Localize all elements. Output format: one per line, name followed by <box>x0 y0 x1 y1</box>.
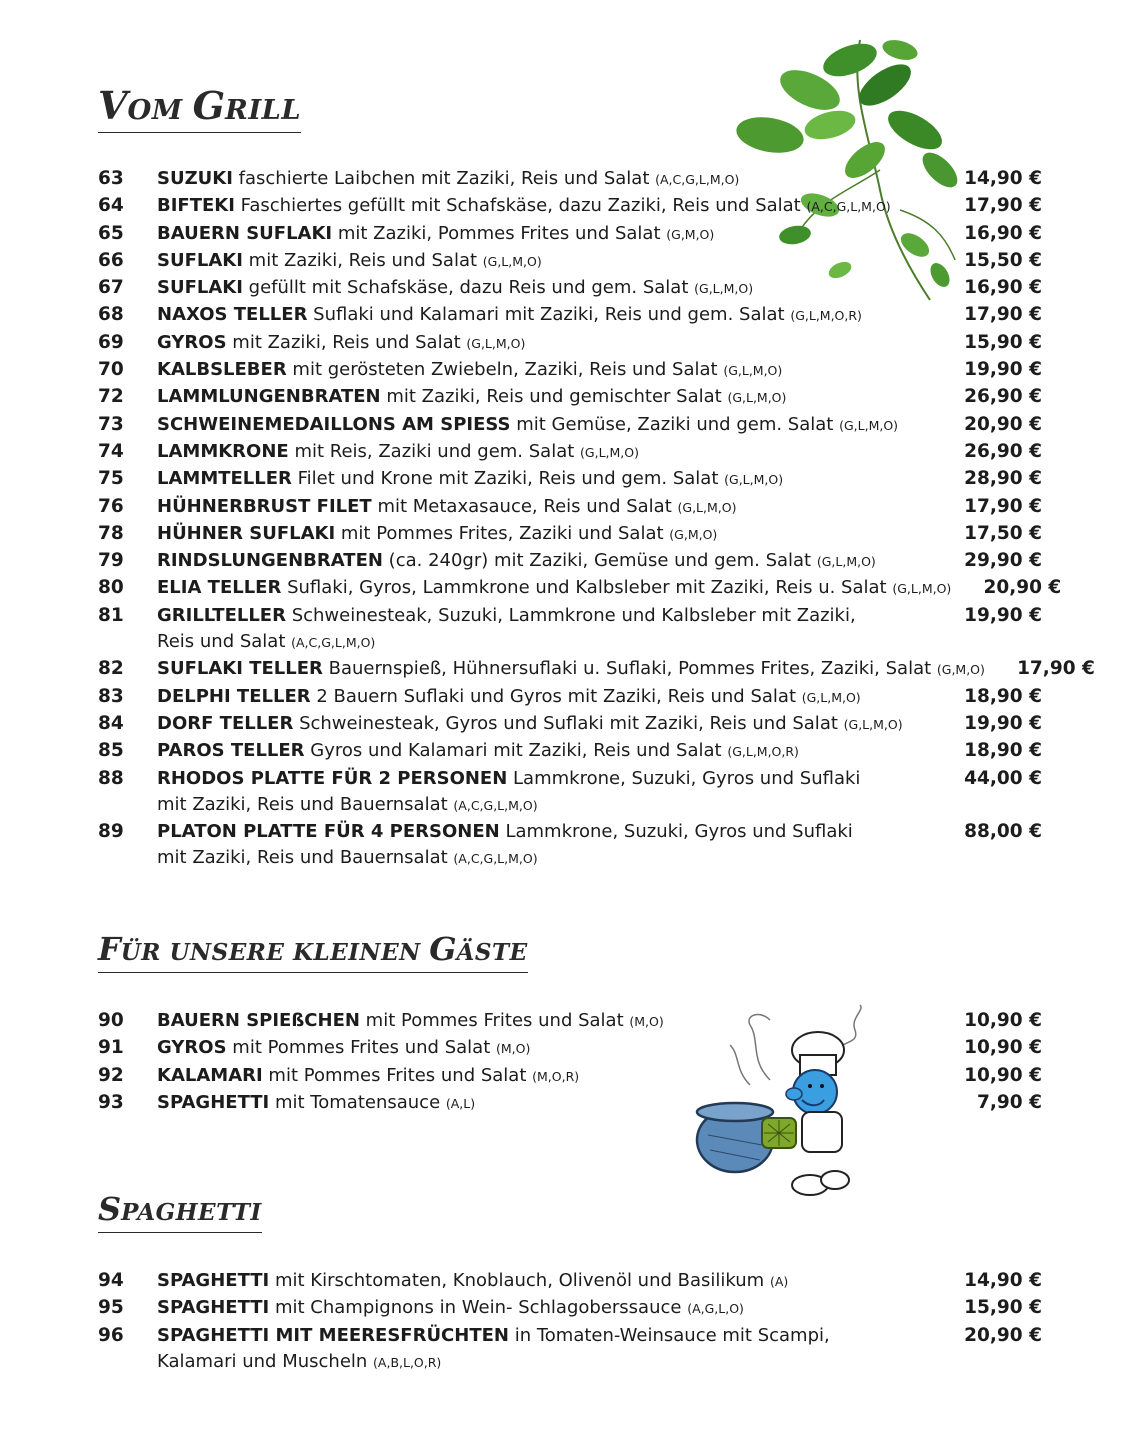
item-allergens: (M,O) <box>629 1014 664 1029</box>
item-line <box>157 275 932 302</box>
item-description: Lammkrone, Suzuki, Gyros und Suflaki <box>513 767 861 789</box>
menu-item <box>98 1008 1042 1035</box>
item-allergens: (G,L,M,O) <box>892 581 952 597</box>
menu-item <box>98 439 1042 466</box>
item-description: mit Pommes Frites und Salat <box>232 1037 491 1059</box>
item-line <box>157 439 932 466</box>
item-line <box>157 1323 932 1349</box>
item-line <box>157 384 932 411</box>
item-allergens: (A,C,G,L,M,O) <box>453 851 538 867</box>
item-number: 88 <box>98 767 124 789</box>
title-part: S <box>98 1190 122 1228</box>
item-line <box>157 466 932 493</box>
item-allergens: (M,O) <box>495 1041 531 1057</box>
item-name: LAMMLUNGENBRATEN <box>157 386 381 408</box>
item-body <box>157 711 932 738</box>
item-line <box>157 193 932 220</box>
item-price: 10,90 € <box>964 1064 1042 1086</box>
item-number: 63 <box>98 168 124 189</box>
item-number: 66 <box>98 249 124 271</box>
item-allergens: (G,L,M,O,R) <box>790 308 862 324</box>
item-allergens: (G,M,O) <box>669 526 718 542</box>
item-description: Lammkrone, Suzuki, Gyros und Suflaki <box>505 821 853 843</box>
item-price: 20,90 € <box>964 413 1042 435</box>
item-price: 15,50 € <box>964 249 1042 271</box>
item-line <box>157 711 932 738</box>
item-allergens: (G,L,M,O) <box>724 472 784 488</box>
item-line <box>157 656 985 683</box>
item-description: mit Kirschtomaten, Knoblauch, Olivenöl und Basilikum <box>274 1270 765 1291</box>
title-part: RILL <box>225 94 302 126</box>
item-body <box>157 302 932 329</box>
item-name: DORF TELLER <box>157 712 294 734</box>
item-name: SCHWEINEMEDAILLONS AM SPIESS <box>157 413 511 435</box>
item-number: 84 <box>98 712 124 734</box>
item-price: 17,90 € <box>964 195 1042 217</box>
title-part: G <box>192 83 226 128</box>
item-body <box>157 603 932 657</box>
item-price: 88,00 € <box>964 821 1042 843</box>
item-body <box>157 548 932 575</box>
item-body <box>157 221 932 248</box>
menu-item <box>98 819 1042 873</box>
item-name: RINDSLUNGENBRATEN <box>157 550 383 572</box>
item-price: 17,90 € <box>964 495 1042 517</box>
item-description: Suflaki, Gyros, Lammkrone und Kalbsleber mit Zaziki, Reis u. Salat <box>287 577 887 599</box>
item-number: 80 <box>98 577 124 599</box>
menu-list-vom-grill <box>98 166 1095 873</box>
item-body <box>157 738 932 765</box>
item-body <box>157 766 932 820</box>
item-name: SUFLAKI <box>157 249 243 271</box>
item-name: LAMMTELLER <box>157 468 292 490</box>
item-allergens: (G,L,M,O) <box>727 390 787 406</box>
item-number: 78 <box>98 522 124 544</box>
menu-item <box>98 412 1042 439</box>
title-part: ÜR UNSERE KLEINEN <box>120 939 430 966</box>
item-description: mit gerösteten Zwiebeln, Zaziki, Reis und Salat <box>292 359 718 381</box>
item-description: Bauernspieß, Hühnersuflaki u. Suflaki, Pommes Frites, Zaziki, Salat <box>328 658 932 680</box>
menu-item <box>98 357 1042 384</box>
item-body <box>157 656 985 683</box>
item-number: 65 <box>98 222 124 244</box>
item-name: KALAMARI <box>157 1064 263 1086</box>
item-description-cont: Reis und Salat <box>157 631 286 653</box>
item-line <box>157 684 932 711</box>
item-allergens: (G,L,M,O) <box>694 281 754 297</box>
item-body <box>157 1323 932 1377</box>
item-name: LAMMKRONE <box>157 440 289 462</box>
item-price: 28,90 € <box>964 468 1042 490</box>
menu-item <box>98 684 1042 711</box>
item-price: 15,90 € <box>964 1297 1042 1319</box>
item-description: mit Zaziki, Pommes Frites und Salat <box>337 222 661 244</box>
item-price: 17,50 € <box>964 522 1042 544</box>
item-allergens: (A,G,L,O) <box>687 1301 744 1317</box>
item-line <box>157 603 932 629</box>
item-allergens: (A,C,G,L,M,O) <box>655 172 740 187</box>
item-allergens: (A) <box>769 1274 789 1289</box>
item-allergens: (G,L,M,O,R) <box>727 744 799 760</box>
item-number: 96 <box>98 1324 124 1346</box>
item-description: mit Zaziki, Reis und Salat <box>248 249 478 271</box>
item-body <box>157 275 932 302</box>
item-line <box>157 302 932 329</box>
item-line <box>157 575 951 602</box>
item-line <box>157 1295 932 1322</box>
item-line <box>157 1349 932 1376</box>
menu-item <box>98 521 1042 548</box>
title-part: F <box>98 930 121 968</box>
item-line <box>157 548 932 575</box>
item-allergens: (G,L,M,O) <box>580 444 639 460</box>
item-line <box>157 330 932 357</box>
title-part: OM <box>127 94 193 126</box>
item-number: 93 <box>98 1091 124 1113</box>
menu-item <box>98 166 1042 193</box>
title-part: ÄSTE <box>456 939 528 966</box>
item-line <box>157 629 932 656</box>
item-allergens: (G,L,M,O) <box>843 716 903 732</box>
item-description: mit Reis, Zaziki und gem. Salat <box>294 440 575 462</box>
item-body <box>157 248 932 275</box>
item-description: mit Pommes Frites, Zaziki und Salat <box>340 522 664 544</box>
title-part: PAGHETTI <box>121 1199 262 1226</box>
item-number: 73 <box>98 413 124 435</box>
item-allergens: (A,C,G,L,M,O) <box>806 199 891 215</box>
smurf-chef-icon <box>690 1000 870 1205</box>
item-description: gefüllt mit Schafskäse, dazu Reis und gem. Salat <box>248 277 689 299</box>
item-price: 20,90 € <box>964 1324 1042 1346</box>
item-line <box>157 792 932 819</box>
item-name: SUZUKI <box>157 168 233 189</box>
menu-item <box>98 1295 1042 1322</box>
item-body <box>157 439 932 466</box>
item-name: BAUERN SPIEßCHEN <box>157 1010 360 1031</box>
item-price: 17,90 € <box>964 304 1042 326</box>
item-price: 19,90 € <box>964 604 1042 626</box>
menu-item <box>98 603 1042 657</box>
section-title-kinder <box>98 930 528 973</box>
item-price: 10,90 € <box>964 1010 1042 1031</box>
item-body <box>157 1295 932 1322</box>
menu-item <box>98 548 1042 575</box>
item-number: 79 <box>98 550 124 572</box>
item-body <box>157 193 932 220</box>
item-allergens: (G,M,O) <box>936 662 985 678</box>
item-price: 14,90 € <box>964 168 1042 189</box>
menu-item <box>98 1323 1042 1377</box>
item-description: Faschiertes gefüllt mit Schafskäse, dazu Zaziki, Reis und Salat <box>240 195 801 217</box>
item-description: mit Zaziki, Reis und gemischter Salat <box>386 386 722 408</box>
item-number: 69 <box>98 331 124 353</box>
item-description: mit Zaziki, Reis und Salat <box>232 331 461 353</box>
item-line <box>157 738 932 765</box>
item-description: mit Champignons in Wein- Schlagoberssauce <box>274 1297 682 1319</box>
item-number: 89 <box>98 821 124 843</box>
item-price: 15,90 € <box>964 331 1042 353</box>
item-name: SUFLAKI <box>157 277 243 299</box>
menu-item <box>98 656 1095 683</box>
item-name: PAROS TELLER <box>157 740 305 762</box>
item-allergens: (M,O,R) <box>532 1068 580 1084</box>
item-name: GRILLTELLER <box>157 604 286 626</box>
item-line <box>157 412 932 439</box>
item-price: 44,00 € <box>964 767 1042 789</box>
item-body <box>157 166 932 193</box>
section-title-spaghetti <box>98 1190 262 1233</box>
item-number: 74 <box>98 440 124 462</box>
item-name: SPAGHETTI <box>157 1270 270 1291</box>
item-description: Schweinesteak, Gyros und Suflaki mit Zaziki, Reis und Salat <box>299 712 838 734</box>
item-body <box>157 819 932 873</box>
item-description: 2 Bauern Suflaki und Gyros mit Zaziki, Reis und Salat <box>316 685 796 707</box>
item-name: GYROS <box>157 1037 227 1059</box>
menu-item <box>98 1063 1042 1090</box>
item-body <box>157 384 932 411</box>
item-name: GYROS <box>157 331 227 353</box>
menu-item <box>98 330 1042 357</box>
item-line <box>157 1268 932 1295</box>
menu-item <box>98 738 1042 765</box>
menu-item <box>98 248 1042 275</box>
item-number: 85 <box>98 740 124 762</box>
item-name: SPAGHETTI <box>157 1091 270 1113</box>
item-allergens: (G,L,M,O) <box>677 499 737 515</box>
item-description: Filet und Krone mit Zaziki, Reis und gem. Salat <box>297 468 719 490</box>
item-description: mit Metaxasauce, Reis und Salat <box>377 495 672 517</box>
item-body <box>157 521 932 548</box>
item-line <box>157 166 932 193</box>
item-number: 68 <box>98 304 124 326</box>
item-body <box>157 412 932 439</box>
item-allergens: (G,L,M,O) <box>723 363 783 379</box>
section-title-vom-grill <box>98 83 301 133</box>
item-number: 64 <box>98 195 124 217</box>
item-price: 29,90 € <box>964 550 1042 572</box>
item-description-cont: mit Zaziki, Reis und Bauernsalat <box>157 793 448 815</box>
item-number: 83 <box>98 685 124 707</box>
menu-item <box>98 302 1042 329</box>
item-name: RHODOS PLATTE FÜR 2 PERSONEN <box>157 767 508 789</box>
item-allergens: (G,L,M,O) <box>466 335 526 351</box>
item-number: 91 <box>98 1037 124 1059</box>
item-price: 20,90 € <box>983 577 1062 599</box>
item-allergens: (G,L,M,O) <box>839 417 899 433</box>
item-number: 72 <box>98 386 124 408</box>
title-part: G <box>429 930 457 968</box>
item-number: 92 <box>98 1064 124 1086</box>
item-line <box>157 819 932 845</box>
item-allergens: (G,L,M,O) <box>482 253 542 269</box>
menu-list-spaghetti <box>98 1268 1042 1376</box>
item-allergens: (A,L) <box>445 1095 476 1111</box>
item-description: mit Tomatensauce <box>274 1091 441 1113</box>
item-body <box>157 330 932 357</box>
title-part: V <box>98 83 128 128</box>
item-description: mit Gemüse, Zaziki und gem. Salat <box>516 413 834 435</box>
item-allergens: (A,C,G,L,M,O) <box>291 635 376 651</box>
item-price: 14,90 € <box>964 1270 1042 1291</box>
item-name: KALBSLEBER <box>157 359 287 381</box>
item-name: SUFLAKI TELLER <box>157 658 323 680</box>
item-name: BIFTEKI <box>157 195 235 217</box>
item-number: 94 <box>98 1270 124 1291</box>
item-price: 26,90 € <box>964 386 1042 408</box>
item-allergens: (A,C,G,L,M,O) <box>453 797 538 813</box>
item-number: 75 <box>98 468 124 490</box>
item-number: 82 <box>98 658 124 680</box>
item-price: 10,90 € <box>964 1037 1042 1059</box>
item-description: mit Pommes Frites und Salat <box>365 1010 624 1031</box>
item-number: 70 <box>98 359 124 381</box>
item-name: PLATON PLATTE FÜR 4 PERSONEN <box>157 821 500 843</box>
item-name: HÜHNERBRUST FILET <box>157 495 372 517</box>
item-number: 76 <box>98 495 124 517</box>
item-description: mit Pommes Frites und Salat <box>268 1064 527 1086</box>
item-number: 67 <box>98 277 124 299</box>
menu-item <box>98 275 1042 302</box>
item-allergens: (G,L,M,O) <box>816 554 876 570</box>
item-line <box>157 521 932 548</box>
item-line <box>157 766 932 792</box>
item-number: 90 <box>98 1010 124 1031</box>
item-name: HÜHNER SUFLAKI <box>157 522 336 544</box>
menu-item <box>98 221 1042 248</box>
menu-list-kinder <box>98 1008 1042 1117</box>
item-description: Gyros und Kalamari mit Zaziki, Reis und Salat <box>310 740 722 762</box>
item-description: Suflaki und Kalamari mit Zaziki, Reis und gem. Salat <box>313 304 785 326</box>
item-allergens: (G,M,O) <box>666 226 715 242</box>
menu-item <box>98 494 1042 521</box>
item-allergens: (A,B,L,O,R) <box>373 1354 442 1370</box>
item-body <box>157 1268 932 1295</box>
menu-item <box>98 711 1042 738</box>
item-line <box>157 494 932 521</box>
item-body <box>157 357 932 384</box>
item-price: 17,90 € <box>1017 658 1095 680</box>
item-body <box>157 684 932 711</box>
item-name: SPAGHETTI <box>157 1297 270 1319</box>
menu-item <box>98 466 1042 493</box>
item-number: 81 <box>98 604 124 626</box>
item-body <box>157 575 951 602</box>
menu-item <box>98 384 1042 411</box>
item-name: NAXOS TELLER <box>157 304 308 326</box>
menu-item <box>98 193 1042 220</box>
item-price: 18,90 € <box>964 740 1042 762</box>
menu-item <box>98 1090 1042 1117</box>
menu-item <box>98 766 1042 820</box>
item-price: 16,90 € <box>964 277 1042 299</box>
item-description-cont: mit Zaziki, Reis und Bauernsalat <box>157 847 448 869</box>
item-price: 16,90 € <box>964 222 1042 244</box>
item-name: BAUERN SUFLAKI <box>157 222 333 244</box>
item-allergens: (G,L,M,O) <box>801 689 861 705</box>
menu-item <box>98 1268 1042 1295</box>
item-description: (ca. 240gr) mit Zaziki, Gemüse und gem. Salat <box>388 550 812 572</box>
item-description: in Tomaten-Weinsauce mit Scampi, <box>514 1324 830 1346</box>
item-name: ELIA TELLER <box>157 577 282 599</box>
item-name: DELPHI TELLER <box>157 685 311 707</box>
item-body <box>157 466 932 493</box>
menu-item <box>98 575 1062 602</box>
item-line <box>157 357 932 384</box>
item-description-cont: Kalamari und Muscheln <box>157 1350 368 1372</box>
item-description: faschierte Laibchen mit Zaziki, Reis und Salat <box>238 168 650 189</box>
item-name: SPAGHETTI MIT MEERESFRÜCHTEN <box>157 1324 509 1346</box>
item-price: 19,90 € <box>964 359 1042 381</box>
item-description: Schweinesteak, Suzuki, Lammkrone und Kalbsleber mit Zaziki, <box>291 604 856 626</box>
item-number: 95 <box>98 1297 124 1319</box>
item-price: 7,90 € <box>977 1091 1042 1113</box>
item-line <box>157 845 932 872</box>
item-line <box>157 221 932 248</box>
item-price: 19,90 € <box>964 712 1042 734</box>
item-price: 18,90 € <box>964 685 1042 707</box>
item-line <box>157 248 932 275</box>
item-body <box>157 494 932 521</box>
item-price: 26,90 € <box>964 440 1042 462</box>
menu-item <box>98 1035 1042 1062</box>
